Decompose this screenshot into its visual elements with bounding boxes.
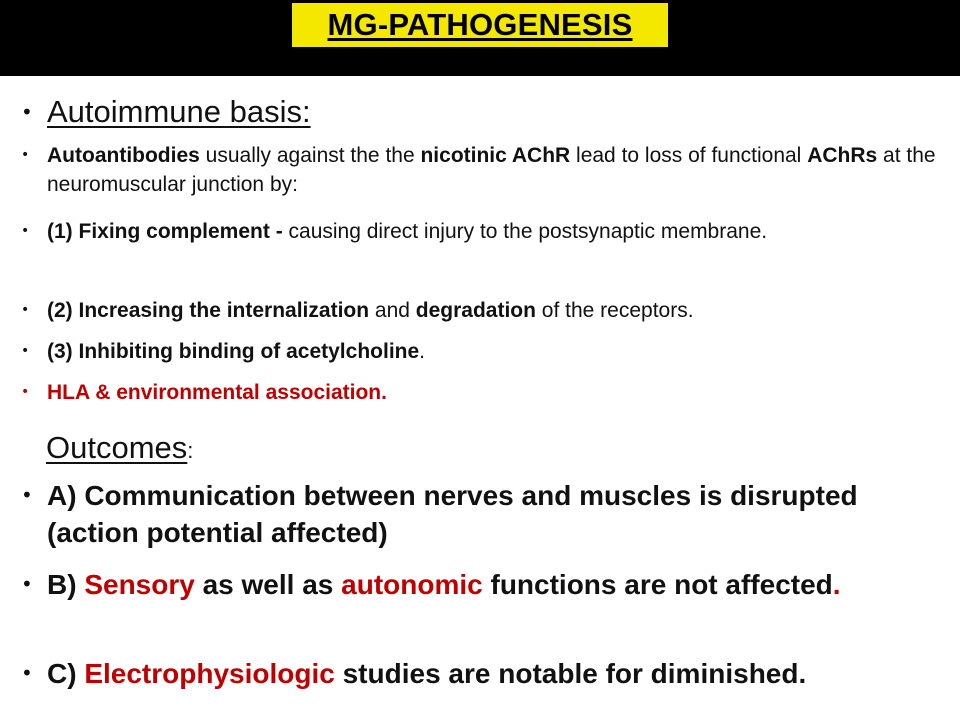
- bullet-text: [47, 477, 940, 551]
- term-electrophysiologic: Electrophysiologic: [84, 658, 335, 689]
- term-internalization: (2) Increasing the internalization: [47, 299, 370, 322]
- term-inhibiting-binding: (3) Inhibiting binding of acetylcholine: [47, 340, 420, 363]
- bullet-dot: •: [21, 223, 30, 239]
- text-span: at the neuromuscular junction by:: [47, 144, 936, 196]
- outcomes-heading: [46, 428, 193, 471]
- text-span: as well as: [194, 569, 342, 600]
- term-nicotinic-achr: nicotinic AChR: [420, 144, 571, 167]
- bullet-dot: •: [21, 147, 30, 163]
- title-bar: [0, 0, 960, 76]
- bullet-text: [47, 566, 940, 603]
- bullet-dot: •: [21, 302, 30, 318]
- term-autonomic: autonomic: [341, 569, 483, 600]
- bullet-dot: •: [21, 572, 33, 596]
- bullet-text: [47, 217, 940, 246]
- text-span: functions are not affected: [482, 569, 833, 600]
- bullet-dot: •: [21, 343, 30, 359]
- title-highlight-box: [292, 3, 668, 47]
- term-hla-association: HLA & environmental association.: [47, 381, 387, 404]
- text-span: usually against the the: [199, 144, 421, 167]
- text-span: causing direct injury to the postsynaptic membrane.: [288, 220, 768, 243]
- outcomes-colon: :: [187, 438, 194, 463]
- text-span: .: [419, 340, 425, 363]
- text-span: and: [369, 299, 416, 322]
- term-autoantibodies: Autoantibodies: [47, 144, 200, 167]
- term-achrs: AChRs: [807, 144, 878, 167]
- term-sensory: Sensory: [84, 569, 195, 600]
- bullet-text: [47, 337, 940, 366]
- bullet-dot: •: [21, 100, 33, 124]
- text-span: C): [47, 658, 85, 689]
- outcome-a-text: A) Communication between nerves and muscles is disrupted (action potential affected): [47, 480, 858, 548]
- slide-title: MG-PATHOGENESIS: [327, 7, 633, 42]
- text-span: B): [47, 569, 85, 600]
- text-span: studies are notable for diminished.: [334, 658, 807, 689]
- outcomes-label: Outcomes: [46, 430, 188, 465]
- term-degradation: degradation: [415, 299, 536, 322]
- bullet-text: [47, 141, 940, 199]
- section-heading: Autoimmune basis:: [47, 94, 311, 129]
- term-fixing-complement: (1) Fixing complement -: [47, 220, 289, 243]
- bullet-dot: •: [21, 483, 33, 507]
- text-span: .: [832, 569, 841, 600]
- bullet-dot: •: [21, 384, 30, 400]
- bullet-text: [47, 378, 940, 407]
- bullet-text: [47, 655, 940, 692]
- text-span: lead to loss of functional: [570, 144, 808, 167]
- slide-content: [0, 76, 960, 720]
- text-span: of the receptors.: [535, 299, 694, 322]
- bullet-text: [47, 296, 940, 325]
- bullet-dot: •: [21, 661, 33, 685]
